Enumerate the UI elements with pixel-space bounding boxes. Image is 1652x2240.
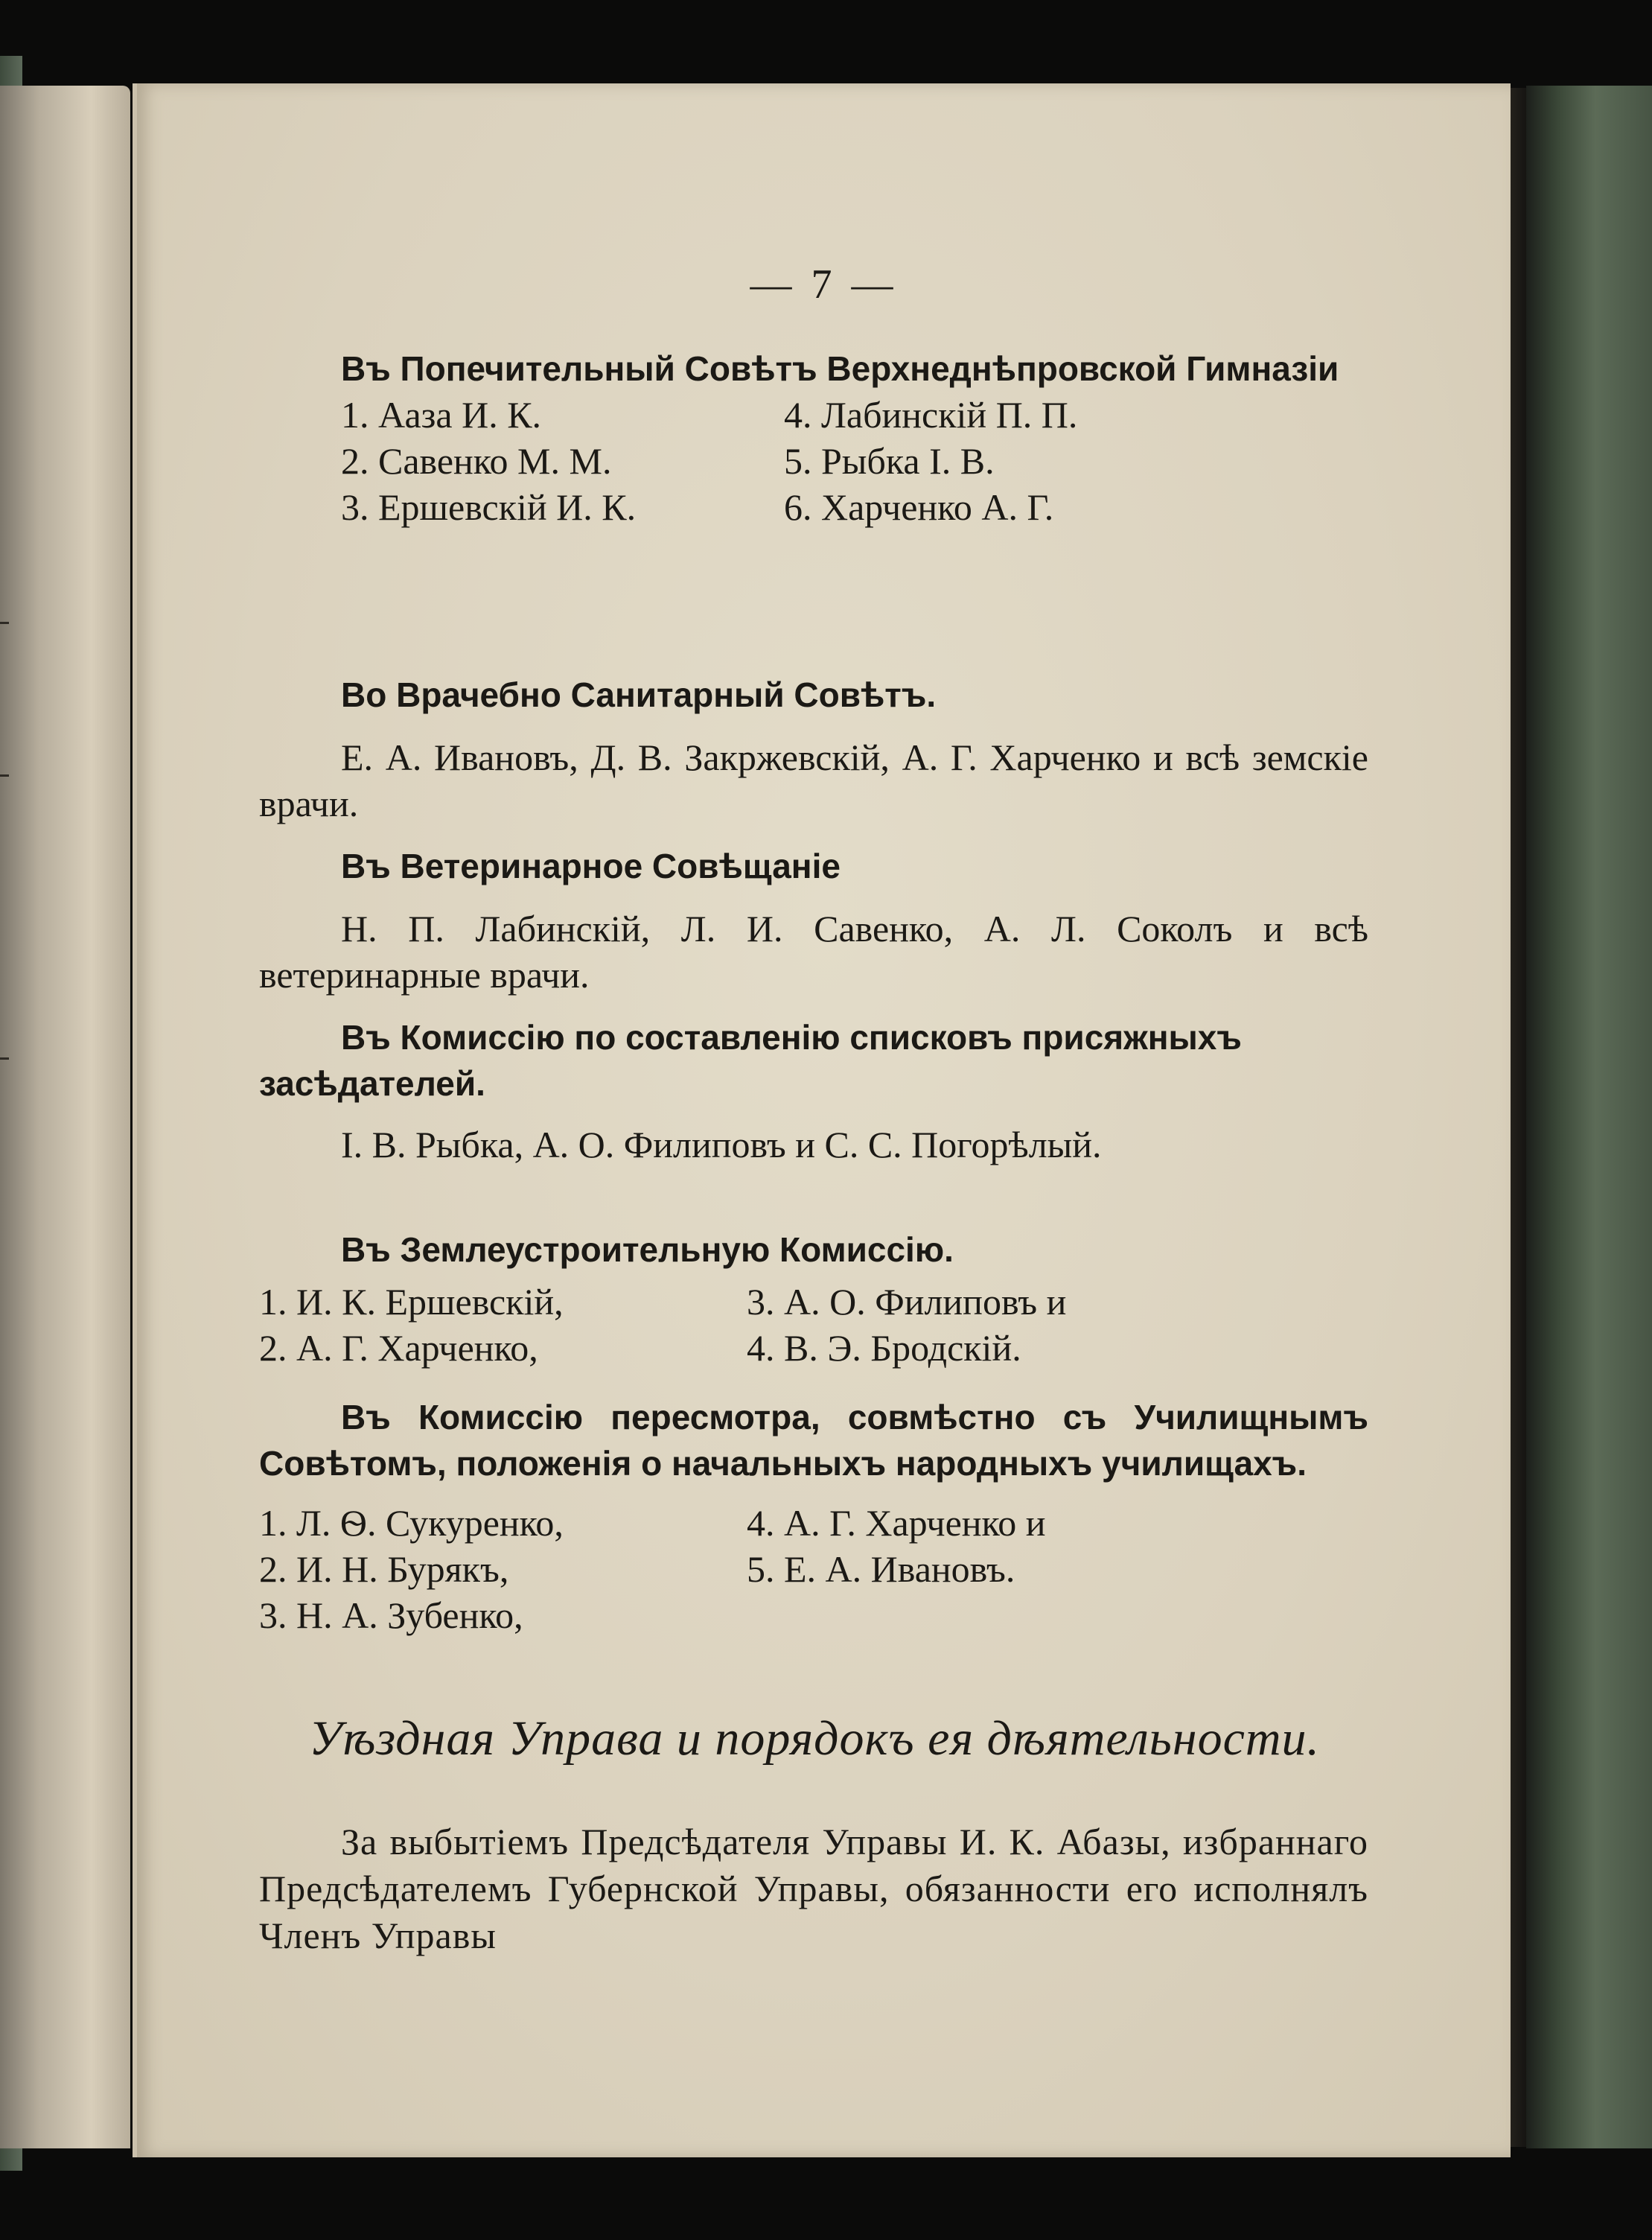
member-item: 4. В. Э. Бродскій. [747, 1327, 1021, 1369]
right-book-cover [1526, 86, 1652, 2148]
land-section [259, 1226, 1368, 1371]
member-item: 2. И. Н. Бурякъ, [259, 1548, 509, 1590]
schools-section [259, 1394, 1368, 1638]
member-item: 1. Ааза И. К. [341, 394, 542, 436]
member-item: 3. Н. А. Зубенко, [259, 1594, 523, 1636]
schools-members [259, 1500, 1368, 1638]
land-heading: Въ Землеустроительную Комиссію. [341, 1230, 954, 1269]
member-item: 4. А. Г. Харченко и [747, 1502, 1046, 1544]
member-item: 2. Савенко М. М. [341, 440, 612, 482]
member-item: 6. Харченко А. Г. [784, 486, 1054, 528]
member-item: 5. Е. А. Ивановъ. [747, 1548, 1015, 1590]
book-page [133, 83, 1511, 2157]
member-item: 3. А. О. Филиповъ и [747, 1281, 1067, 1323]
jurors-section [259, 1014, 1368, 1168]
gymnasium-section [259, 346, 1368, 530]
member-item: 2. А. Г. Харченко, [259, 1327, 538, 1369]
land-members [259, 1279, 1368, 1371]
veterinary-members: Н. П. Лабинскій, Л. И. Савенко, А. Л. Соколъ и всѣ ветеринарные врачи. [259, 908, 1368, 996]
section-title: Уѣздная Управа и порядокъ ея дѣятельности. [308, 1711, 1321, 1766]
medical-heading: Во Врачебно Санитарный Совѣтъ. [341, 675, 937, 714]
veterinary-section [259, 843, 1368, 998]
closing-text: За выбытіемъ Предсѣдателя Управы И. К. Абазы, избраннаго Предсѣдателемъ Губернской Управы, обязанности его исполнялъ Членъ Управы [259, 1821, 1368, 1956]
schools-heading: Въ Комиссію пересмотра, совмѣстно съ Училищнымъ Совѣтомъ, положенія о начальныхъ народныхъ училищахъ. [259, 1398, 1368, 1483]
gymnasium-members [341, 392, 1368, 530]
member-item: 1. И. К. Ершевскій, [259, 1281, 564, 1323]
member-item: 5. Рыбка І. В. [784, 440, 995, 482]
medical-section [259, 672, 1368, 827]
member-item: 4. Лабинскій П. П. [784, 394, 1078, 436]
margin-mark [0, 1057, 9, 1060]
margin-mark [0, 622, 9, 624]
gymnasium-heading: Въ Попечительный Совѣтъ Верхнеднѣпровской Гимназіи [341, 349, 1339, 388]
veterinary-heading: Въ Ветеринарное Совѣщаніе [341, 847, 841, 885]
medical-members: Е. А. Ивановъ, Д. В. Закржевскій, А. Г. Харченко и всѣ земскіе врачи. [259, 736, 1368, 824]
closing-paragraph [259, 1819, 1368, 1959]
margin-mark [0, 774, 9, 777]
page-number: — 7 — [750, 261, 898, 308]
jurors-heading: Въ Комиссію по составленію списковъ присяжныхъ засѣдателей. [259, 1018, 1242, 1103]
member-item: 1. Л. Ѳ. Сукуренко, [259, 1502, 564, 1544]
jurors-members: І. В. Рыбка, А. О. Филиповъ и С. С. Погорѣлый. [341, 1124, 1102, 1165]
member-item: 3. Ершевскій И. К. [341, 486, 637, 528]
left-page-edge [0, 86, 130, 2148]
